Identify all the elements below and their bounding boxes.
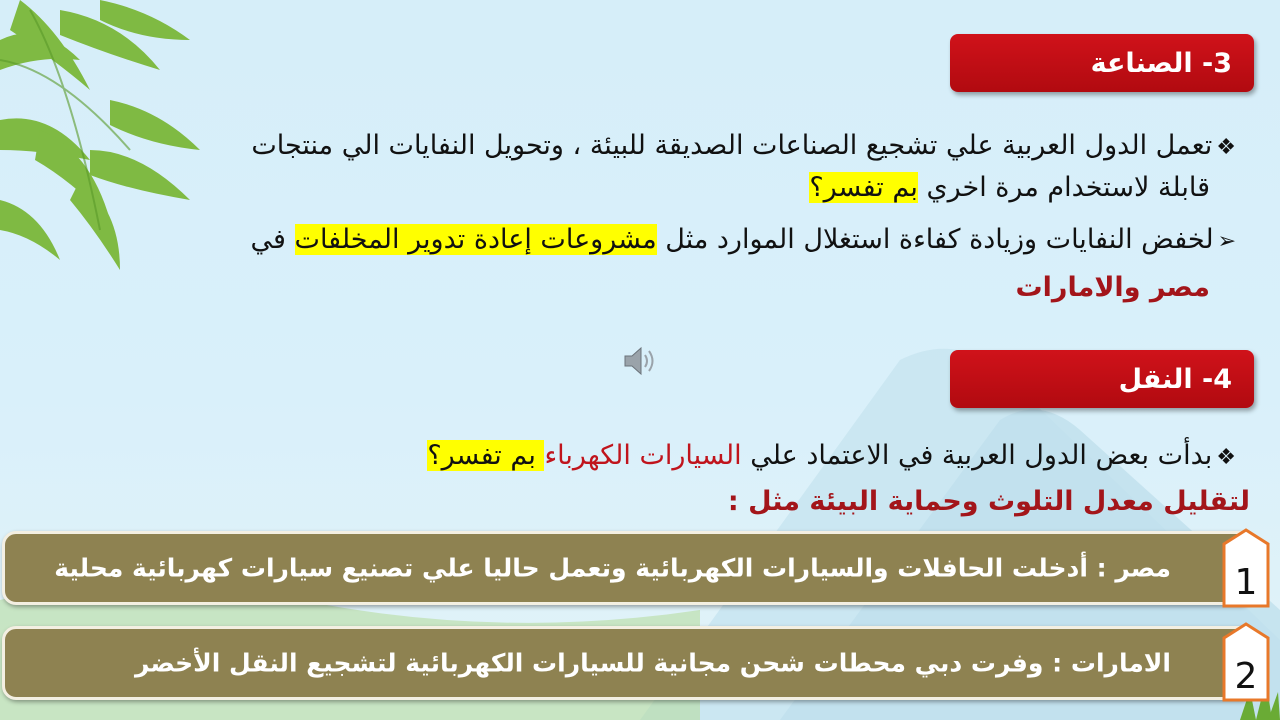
example-text-2: الامارات : وفرت دبي محطات شحن مجانية للسيارات الكهربائية لتشجيع النقل الأخضر — [134, 648, 1171, 678]
section-4-heading — [950, 350, 1254, 408]
number-badge-2 — [1222, 622, 1270, 702]
example-text-1: مصر : أدخلت الحافلات والسيارات الكهربائية وتعمل حاليا علي تصنيع سيارات كهربائية محلية — [54, 553, 1171, 583]
section-3-heading-text: 3- الصناعة — [1090, 47, 1232, 79]
speaker-icon[interactable] — [622, 345, 658, 377]
diamond-bullet-icon: ❖ — [1216, 135, 1236, 160]
example-bar-1 — [2, 531, 1254, 605]
question-highlight: بم تفسر؟ — [809, 172, 918, 203]
number-2: 2 — [1234, 656, 1258, 697]
section-3-bullet-line-2: قابلة لاستخدام مرة اخري بم تفسر؟ — [809, 172, 1210, 203]
section-4-bullet-line: ❖بدأت بعض الدول العربية في الاعتماد علي السيارات الكهرباء بم تفسر؟ — [427, 440, 1236, 471]
section-3-bullet-line-1: ❖تعمل الدول العربية علي تشجيع الصناعات الصديقة للبيئة ، وتحويل النفايات الي منتجات — [251, 130, 1236, 161]
answer-highlight: مشروعات إعادة تدوير المخلفات — [294, 224, 657, 255]
arrow-bullet-icon: ➢ — [1217, 229, 1236, 254]
example-bar-2 — [2, 626, 1254, 700]
section-3-heading — [950, 34, 1254, 92]
question-highlight: بم تفسر؟ — [427, 440, 545, 471]
diamond-bullet-icon: ❖ — [1216, 445, 1236, 470]
number-1: 1 — [1234, 562, 1258, 603]
section-4-heading-text: 4- النقل — [1118, 363, 1232, 395]
number-badge-1 — [1222, 528, 1270, 608]
section-3-answer-line: ➢لخفض النفايات وزيادة كفاءة استغلال الموارد مثل مشروعات إعادة تدوير المخلفات في — [250, 224, 1236, 255]
section-3-countries: مصر والامارات — [1015, 272, 1210, 303]
section-4-reason: لتقليل معدل التلوث وحماية البيئة مثل : — [727, 486, 1250, 517]
electric-cars-text: السيارات الكهرباء — [544, 440, 742, 471]
